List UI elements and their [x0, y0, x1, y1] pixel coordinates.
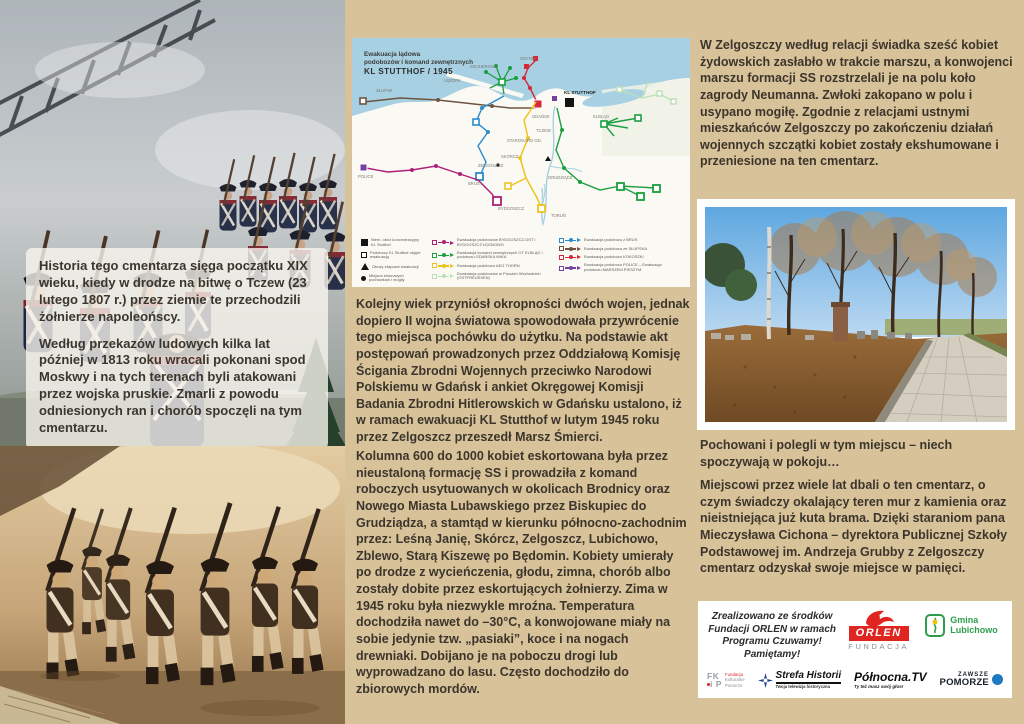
- orlen-fundacja-logo: [837, 608, 920, 651]
- photo-napoleonic-reenactment: [0, 0, 345, 446]
- legend-route-item: [559, 263, 677, 272]
- legend-symbol-swatch: [361, 239, 368, 246]
- legend-route-label: Ewakuacja podobozu ze SŁUPSKA: [584, 245, 647, 251]
- gmina-crest-icon: [925, 614, 945, 637]
- map-town-label: KL STUTTHOF: [564, 90, 596, 95]
- stutthof-evacuation-map: [352, 38, 690, 287]
- legend-route-label: Ewakuacja podobozów BYDGOSZCZ-OST i BYDGOSZCZ ŁĘGNOWO: [457, 236, 536, 247]
- credits-panel: [698, 601, 1012, 698]
- funding-note: [707, 608, 837, 661]
- legend-symbol-label: Obozy etapowe ewakuacji: [372, 263, 419, 269]
- left-photo-panel: [0, 0, 345, 724]
- legend-route-item: [559, 255, 677, 260]
- legend-symbol-item: [361, 274, 423, 283]
- legend-route-label: Ewakuacja podobozu POLICE – Ewakuacja podobozu MARSZEM PIESZYM: [584, 262, 662, 273]
- funding-note-line1: Zrealizowano ze środków: [711, 611, 833, 622]
- photo-sepia-march: [0, 446, 345, 724]
- legend-route-swatch: [559, 266, 581, 271]
- photo-cemetery-autumn: [697, 199, 1015, 430]
- legend-route-swatch: [432, 253, 454, 258]
- zawsze-line2: POMORZE: [939, 677, 989, 689]
- strefa-historii-tagline: Twoja telewizja historyczna: [775, 683, 830, 689]
- legend-route-label: Ewakuacja podobozu KOKOSZKI: [584, 254, 644, 260]
- overlay-paragraph-2: Według przekazów ludowych kilka lat później w 1813 roku wracali pokonani spod Moskwy i na tych terenach byli atakowani przez wojska pruskie. Zmarli z powodu odniesionych ran i chorób spoczęli na tym cmentarzu.: [39, 335, 306, 436]
- legend-symbol-label: Podobozy KL Stutthof objęte ewakuacją: [370, 249, 421, 260]
- legend-route-swatch: [559, 238, 581, 243]
- map-legend-symbols: [361, 238, 423, 283]
- fkp-glyph-bottom: i P: [710, 679, 722, 689]
- map-title-line1: Ewakuacja lądowa: [364, 51, 421, 58]
- legend-symbol-item: [361, 251, 423, 260]
- cemetery-photo-illustration: [705, 207, 1007, 422]
- fkp-line3: Pomorze: [724, 682, 743, 688]
- polnocna-tv-wordmark: Północna.TV: [853, 670, 927, 684]
- right-paragraph-2: Pochowani i polegli w tym miejscu – niech spoczywają w pokoju…: [700, 438, 953, 469]
- legend-route-swatch: [559, 246, 581, 251]
- fkp-line1: Fundacja: [724, 672, 743, 678]
- map-town-label: WEJHEROWO: [470, 64, 499, 69]
- zawsze-line1: ZAWSZE: [957, 671, 989, 678]
- map-town-label: GRUDZIĄDZ: [548, 175, 573, 180]
- map-legend: [361, 238, 686, 283]
- legend-route-item: [559, 238, 677, 243]
- middle-paragraph-1: Kolejny wiek przyniósł okropności dwóch wojen, jednak dopiero II wojna światowa spowodowała przywrócenie tego miejsca pochówku do użytku. Na podstawie akt postępowań prowadzonych przez Oddziałową Komisję Ścigania Zbrodni Wojennych przeciwko Narodowi Polskiemu w Gdańsk i ankiet Okręgowej Komisji Badania Zbrodni Hitlerowskich w Gdańsku ustalono, iż w ramach ewakuacji KL Stutthof w lutym 1945 roku przez Zelgoszcz przeszedł Marsz Śmierci.: [356, 297, 690, 444]
- legend-route-item: [432, 251, 550, 260]
- right-paragraph-1: W Zelgoszczy według relacji świadka sześć kobiet żydowskich zasłabło w trakcie marszu, a konwojenci marszu formacji SS rozstrzelali je na polu koło zagrody Neumanna. Zwłoki zakopano w polu i usypano mogiłę. Zgodnie z relacjami ustnymi mieszkańców Zelgoszczy po zakończeniu działań wojennych szczątki kobiet zostały ekshumowane i przeniesione na ten cmentarz.: [700, 38, 1013, 169]
- map-title-line2: podobozów i komand zewnętrznych: [364, 59, 473, 66]
- legend-route-item: [432, 263, 550, 268]
- right-paragraph-3: Miejscowi przez wiele lat dbali o ten cmentarz, o czym świadczy okalający teren mur z kamienia oraz nieistniejąca już kuta brama. Dzięki staraniom pana Mieczysława Cichona – dyrektora Publicznej Szkoły Podstawowej im. Andrzeja Grubby z Zelgoszczy cmentarz odzyskał swoje miejsce w pamięci.: [700, 478, 1008, 576]
- orlen-wordmark: ORLEN: [849, 626, 909, 641]
- funding-note-line3: Programu Czuwamy! Pamiętamy!: [722, 636, 822, 660]
- legend-route-label: Ewakuacja komand zewnętrznych OT ELBLĄG i podobozu GDAŃSKA WIKA: [457, 249, 543, 260]
- strefa-historii-wordmark: Strefa Historii: [776, 671, 842, 684]
- map-town-label: TORUŃ: [551, 213, 566, 218]
- map-town-label: BYDGOSZCZ: [498, 206, 525, 211]
- map-town-label: SŁUPSK: [376, 88, 393, 93]
- legend-symbol-label: Niem. obóz koncentracyjny KL Stutthof: [371, 236, 420, 247]
- gmina-name-line2: Lubichowo: [950, 624, 998, 635]
- fundacja-kulturalne-pomorze-logo: [707, 672, 745, 688]
- legend-route-item: [432, 238, 550, 247]
- polnocna-tv-logo: [854, 671, 927, 689]
- middle-paragraph-2: Kolumna 600 do 1000 kobiet eskortowana była przez nieustaloną formację SS i prowadziła z komand roboczych usytuowanych w okolicach Brodnicy oraz Nowego Miasta Lubawskiego przez Biskupiec do Grudziądza, a stamtąd w kierunku północno-zachodnim przez: Leśną Janię, Skórcz, Zelgoszcz, Lubichowo, Zblewo, Starą Kiszewę po Będomin. Kobiety umierały po drodze z wycieńczenia, głodu, zimna, chorób albo zostały dobite przez eskortujących żołnierzy. Zima w 1945 roku była niezwykle mroźna. Temperatura dochodziła nawet do –30°C, a konwojowane miały na sobie jedynie tzw. „pasiaki”, koce i na nogach drewniaki. Dobijano je na poboczu drogi lub wyprowadzano do lasu. Często dochodziło do zbiorowych mordów.: [356, 449, 687, 696]
- funding-note-line2: Fundacji ORLEN w ramach: [708, 623, 837, 635]
- history-overlay: [26, 248, 328, 449]
- map-town-label: SKÓRCZ: [501, 154, 519, 159]
- map-legend-routes-2: [559, 238, 677, 273]
- legend-symbol-item: [361, 263, 423, 270]
- legend-route-item: [559, 246, 677, 251]
- legend-symbol-swatch: [361, 252, 367, 258]
- legend-route-swatch: [559, 255, 581, 260]
- map-town-label: LĘBORK: [444, 78, 461, 83]
- orlen-fundacja-label: FUNDACJA: [848, 642, 910, 652]
- map-town-label: STAROGARD GD.: [507, 138, 542, 143]
- legend-route-item: [432, 272, 550, 281]
- map-town-label: ELBLĄG: [593, 114, 610, 119]
- legend-route-label: Ewakuacja podobozów w Prusach Wschodnich (OSTPREUSSEN): [457, 270, 541, 281]
- map-town-label: GDYNIA: [520, 56, 537, 61]
- legend-route-swatch: [432, 274, 454, 279]
- kl-stutthof-marker: [565, 98, 574, 107]
- map-town-label: BRUSY: [468, 181, 483, 186]
- legend-symbol-swatch: [361, 276, 366, 281]
- fkp-glyph-top: FK: [707, 670, 720, 681]
- legend-route-label: Ewakuacja podobozu AEG THORN: [457, 262, 520, 268]
- gmina-lubichowo-logo: [920, 608, 1003, 637]
- strefa-historii-logo: [758, 671, 842, 689]
- orlen-eagle-icon: [860, 608, 898, 626]
- legend-symbol-item: [361, 238, 423, 247]
- map-legend-routes-1: [432, 238, 550, 281]
- fkp-line2: Kulturalne: [724, 677, 745, 683]
- legend-symbol-swatch: [361, 263, 369, 270]
- legend-symbol-label: Miejsca zbiorowych pochówków i mogiły: [369, 272, 405, 283]
- map-town-label: POLICE: [358, 174, 374, 179]
- legend-route-label: Ewakuacja podobozu z BRUS: [584, 237, 638, 243]
- strefa-compass-icon: [758, 673, 773, 688]
- gmina-name-line1: Gmina: [950, 614, 979, 625]
- zawsze-pomorze-dot-icon: [992, 674, 1003, 685]
- map-town-label: GDAŃSK: [532, 114, 550, 119]
- zawsze-pomorze-logo: [940, 673, 1003, 688]
- map-town-label: ZELGOSZCZ: [478, 163, 504, 168]
- legend-route-swatch: [432, 240, 454, 245]
- polnocna-tv-tagline: Ty też masz swój głos!: [853, 684, 904, 689]
- map-town-label: TCZEW: [536, 128, 551, 133]
- overlay-paragraph-1: Historia tego cmentarza sięga początku XIX wieku, kiedy w drodze na bitwę o Tczew (23 lutego 1807 r.) przez ziemie te przechodzili żołnierze napoleońscy.: [39, 258, 308, 324]
- sepia-photo-illustration: [0, 446, 345, 724]
- legend-route-swatch: [432, 263, 454, 268]
- map-title-line3: KL STUTTHOF / 1945: [364, 67, 453, 76]
